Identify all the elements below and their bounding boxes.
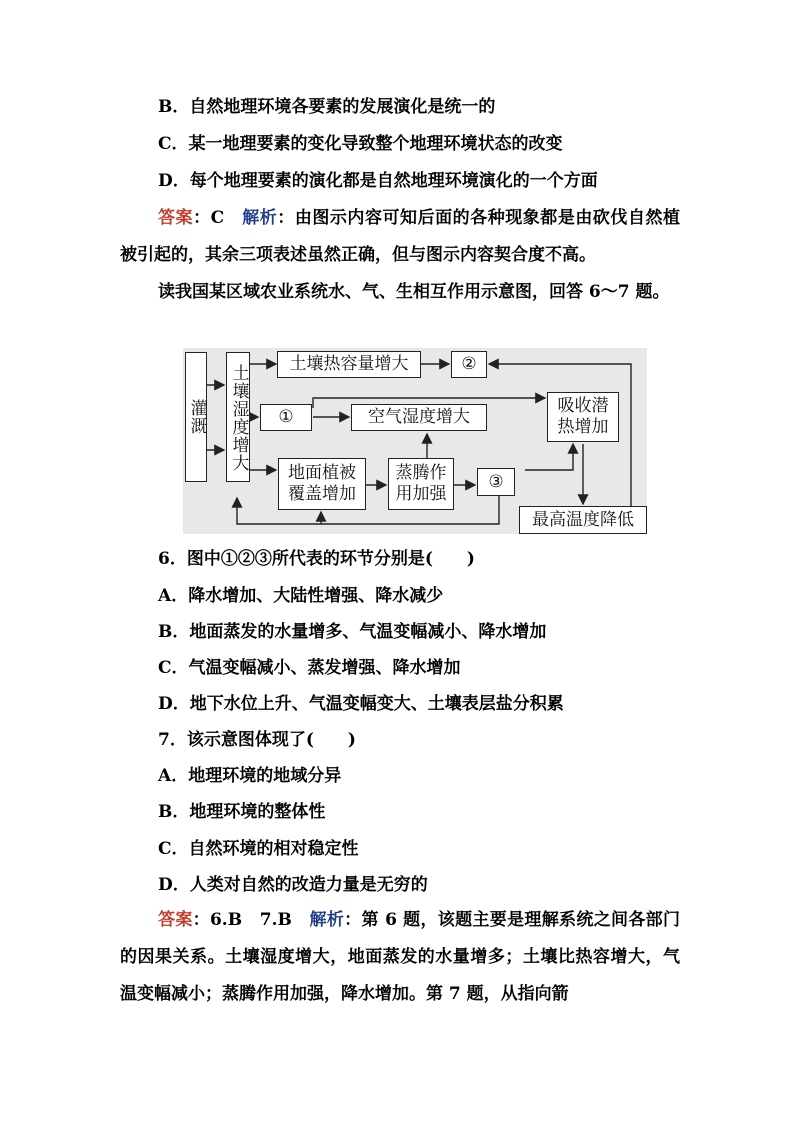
circle-1-box: ① <box>260 404 312 431</box>
answer-label-2: 答案 <box>158 910 193 930</box>
q7-option-c: C．自然环境的相对稳定性 <box>158 839 359 859</box>
vegetation-cover-box: 地面植被覆盖增加 <box>278 458 366 510</box>
max-temp-box: 最高温度降低 <box>519 506 647 534</box>
irrigation-box: 灌溉 <box>185 352 207 482</box>
q6-stem: 6．图中①②③所代表的环节分别是( ) <box>158 549 475 569</box>
q7-stem: 7．该示意图体现了( ) <box>158 730 356 750</box>
q7-option-b: B．地理环境的整体性 <box>158 802 326 822</box>
analysis-label: 解析 <box>242 208 278 228</box>
interaction-diagram <box>183 348 647 534</box>
transpiration-box: 蒸腾作用加强 <box>388 458 454 510</box>
soil-moisture-box: 土壤湿度增大 <box>226 352 250 482</box>
analysis-label-2: 解析 <box>309 910 345 930</box>
option-d-prev: D．每个地理要素的演化都是自然地理环境演化的一个方面 <box>158 171 598 191</box>
answer-value: ：C <box>193 208 243 228</box>
option-c-prev: C．某一地理要素的变化导致整个地理环境状态的改变 <box>158 134 563 154</box>
latent-heat-box: 吸收潜热增加 <box>547 392 619 442</box>
answer-block-1 <box>120 200 680 274</box>
option-b-prev: B．自然地理环境各要素的发展演化是统一的 <box>158 97 496 117</box>
q6-option-c: C．气温变幅减小、蒸发增强、降水增加 <box>158 658 461 678</box>
answer-value-2: ：6.B 7.B <box>192 910 310 930</box>
q6-option-b: B．地面蒸发的水量增多、气温变幅减小、降水增加 <box>158 622 547 642</box>
air-humidity-box: 空气湿度增大 <box>351 404 487 431</box>
q6-option-d: D．地下水位上升、气温变幅变大、土壤表层盐分积累 <box>158 694 564 714</box>
q7-option-a: A．地理环境的地域分异 <box>158 766 342 786</box>
q7-option-d: D．人类对自然的改造力量是无穷的 <box>158 875 428 895</box>
answer-block-2 <box>120 902 680 1013</box>
answer-label: 答案 <box>158 208 194 228</box>
soil-heat-capacity-box: 土壤热容量增大 <box>277 351 421 378</box>
circle-3-box: ③ <box>477 468 515 496</box>
q6-option-a: A．降水增加、大陆性增强、降水减少 <box>158 586 444 606</box>
circle-2-box: ② <box>451 351 487 378</box>
question-intro: 读我国某区域农业系统水、气、生相互作用示意图，回答 6～7 题。 <box>158 282 670 302</box>
analysis-text: ：由图示内容可知后面的各种现象都是由砍伐自然植被引起的，其余三项表述虽然正确，但与图示内容契合度不高。 <box>120 208 681 265</box>
analysis-text-2: ：第 6 题，该题主要是理解系统之间各部门的因果关系。土壤湿度增大，地面蒸发的水量增多；土壤比热容增大，气温变幅减小；蒸腾作用加强，降水增加。第 7 题，从指向箭 <box>120 910 681 1004</box>
